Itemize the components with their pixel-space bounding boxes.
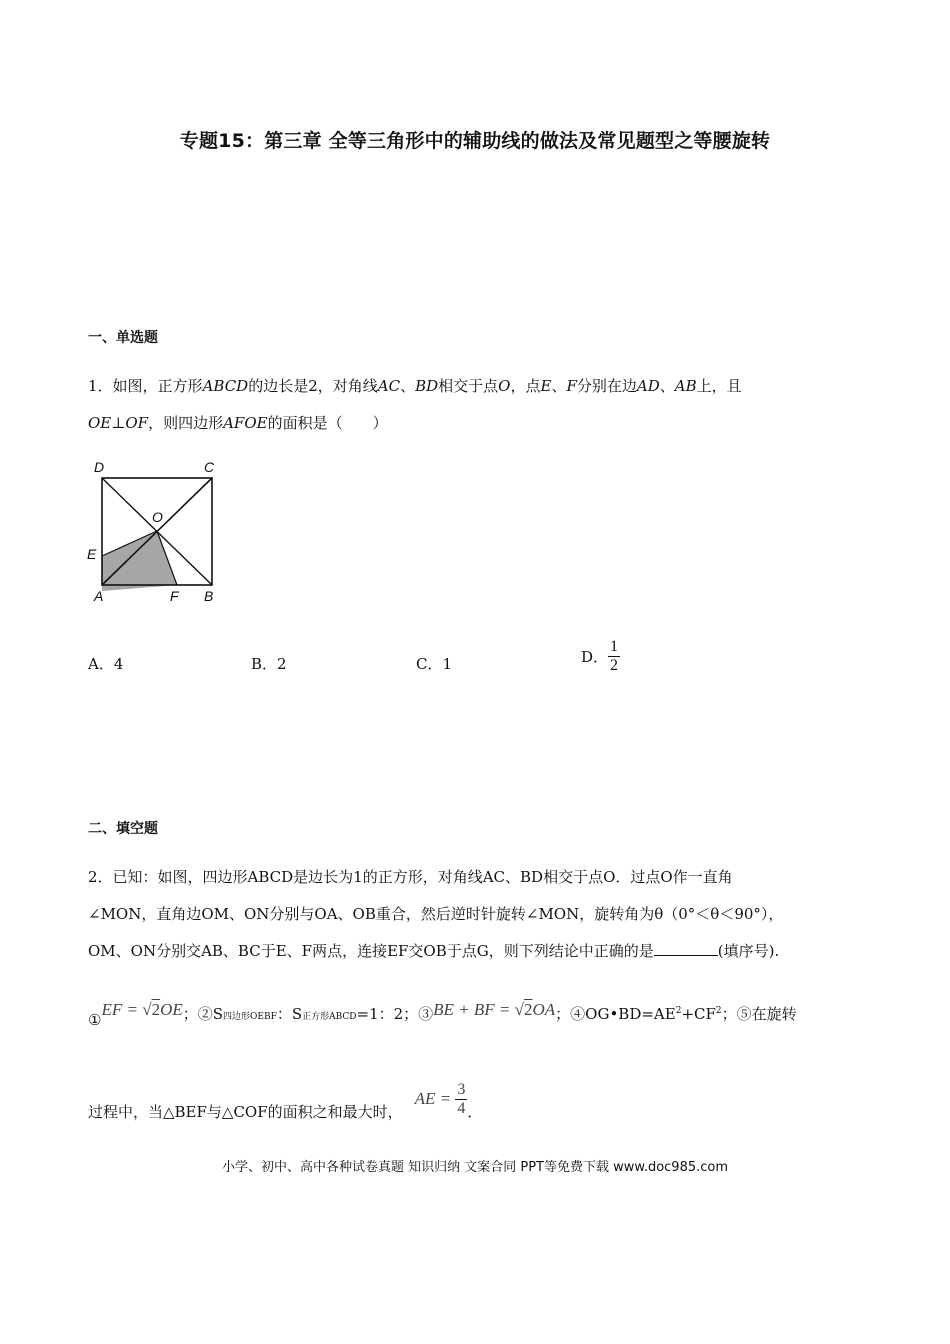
formula-part: 2 [151, 1000, 161, 1019]
q2-text: +CF [681, 1005, 716, 1023]
square-figure [80, 455, 230, 610]
option-label: A． [88, 655, 114, 673]
formula-part: AE = [414, 1089, 456, 1108]
circled-number-1: ① [88, 1011, 102, 1029]
q1-var-ad: AD [636, 377, 660, 395]
q2-text: 过程中，当△BEF与△COF的面积之和最大时， [88, 1103, 403, 1121]
q1-var-ab: AB [674, 377, 697, 395]
label-b: B [204, 588, 214, 604]
q2-text: OM、ON分别交AB、BC于E、F两点，连接EF交OB于点G，则下列结论中正确的是 [88, 942, 654, 960]
q1-var-afoe: AFOE [223, 414, 268, 432]
formula-part: EF [101, 1000, 123, 1019]
section-heading-fill-blank: 二、填空题 [88, 821, 158, 837]
q1-sep: 、 [551, 377, 567, 395]
fraction-three-quarters [455, 1081, 467, 1118]
option-c[interactable] [416, 653, 452, 674]
page-title: 专题15：第三章 全等三角形中的辅助线的做法及常见题型之等腰旋转 [179, 130, 771, 152]
option-b[interactable] [251, 653, 287, 674]
page-footer: 小学、初中、高中各种试卷真题 知识归纳 文案合同 PPT等免费下载 www.doc985.com [221, 1160, 729, 1175]
q1-text: 的边长是2，对角线 [248, 377, 378, 395]
formula-ae-equals [415, 1089, 456, 1108]
question-2-line-3 [88, 941, 779, 961]
subscript: 正方形ABCD [302, 1012, 357, 1022]
superscript: 2 [715, 1006, 722, 1016]
option-a[interactable] [88, 653, 123, 674]
formula-part: = [122, 1000, 143, 1019]
section-heading-single-choice: 一、单选题 [88, 330, 158, 346]
label-a: A [94, 588, 104, 604]
q1-var-bd: BD [415, 377, 439, 395]
option-label: D． [581, 648, 609, 666]
q1-var-of: OF [125, 414, 149, 432]
question-number: 1． [88, 377, 113, 395]
q1-var-oe: OE [88, 414, 112, 432]
q1-text: ，则四边形 [148, 414, 224, 432]
question-2-line-2: ∠MON，直角边OM、ON分别与OA、OB重合，然后逆时针旋转∠MON，旋转角为θ（0°＜θ＜90°）， [88, 905, 784, 923]
q1-text: 上，且 [696, 377, 742, 395]
option-value: 1 [442, 655, 453, 673]
option-d[interactable] [581, 638, 620, 675]
q1-text: 如图，正方形 [112, 377, 203, 395]
q1-text: ，点 [510, 377, 541, 395]
formula-part: BE + BF [433, 1000, 495, 1019]
q2-text: ；④OG•BD=AE [555, 1005, 676, 1023]
q2-text: ；⑤在旋转 [721, 1005, 797, 1023]
q1-var-o: O [498, 377, 511, 395]
formula-part: 2 [524, 1000, 533, 1019]
question-2-statements-line [88, 1000, 797, 1030]
perpendicular-symbol: ⊥ [111, 414, 126, 432]
label-c: C [204, 459, 215, 475]
option-value: 2 [277, 655, 287, 673]
answer-blank[interactable] [654, 941, 718, 956]
label-o: O [152, 509, 163, 525]
q1-text: 分别在边 [576, 377, 637, 395]
q2-text: (填序号). [717, 942, 780, 960]
label-d: D [94, 459, 105, 475]
q1-var-abcd: ABCD [202, 377, 249, 395]
formula-part: OA [532, 1000, 556, 1019]
option-value: 4 [113, 655, 124, 673]
question-1-line-2 [88, 413, 388, 433]
q1-sep: 、 [659, 377, 675, 395]
q2-text: ；②S [182, 1005, 224, 1023]
formula-ef-equals-sqrt2-oe [101, 1000, 182, 1019]
subscript: 四边形OEBF [223, 1012, 277, 1022]
q1-text: 相交于点 [438, 377, 499, 395]
option-label: B． [251, 655, 278, 673]
fraction-denominator: 4 [457, 1099, 466, 1117]
question-2-line-1: 2．已知：如图，四边形ABCD是边长为1的正方形，对角线AC、BD相交于点O．过点O作一直角 [88, 868, 733, 886]
label-f: F [170, 588, 179, 604]
question-1-line-1 [88, 376, 742, 396]
q1-sep: 、 [400, 377, 416, 395]
q2-text: ． [467, 1103, 483, 1121]
formula-be-plus-bf [433, 1000, 555, 1019]
formula-part: OE [160, 1000, 183, 1019]
label-e: E [87, 546, 97, 562]
sqrt-icon: √ [514, 1000, 524, 1019]
fraction-denominator: 2 [610, 657, 619, 674]
q1-var-f: F [566, 377, 577, 395]
q1-var-e: E [540, 377, 552, 395]
formula-part: = [494, 1000, 515, 1019]
q2-text: ：S [276, 1005, 303, 1023]
q1-var-ac: AC [377, 377, 401, 395]
fraction-numerator: 1 [610, 638, 619, 655]
q2-text: =1：2；③ [356, 1005, 434, 1023]
option-label: C． [416, 655, 443, 673]
fraction-numerator: 3 [457, 1080, 466, 1098]
question-2-last-line [88, 1080, 482, 1130]
q1-text: 的面积是（ ） [267, 414, 388, 432]
fraction-one-half [608, 638, 620, 675]
sqrt-icon: √ [142, 1000, 152, 1019]
superscript: 2 [675, 1006, 682, 1016]
